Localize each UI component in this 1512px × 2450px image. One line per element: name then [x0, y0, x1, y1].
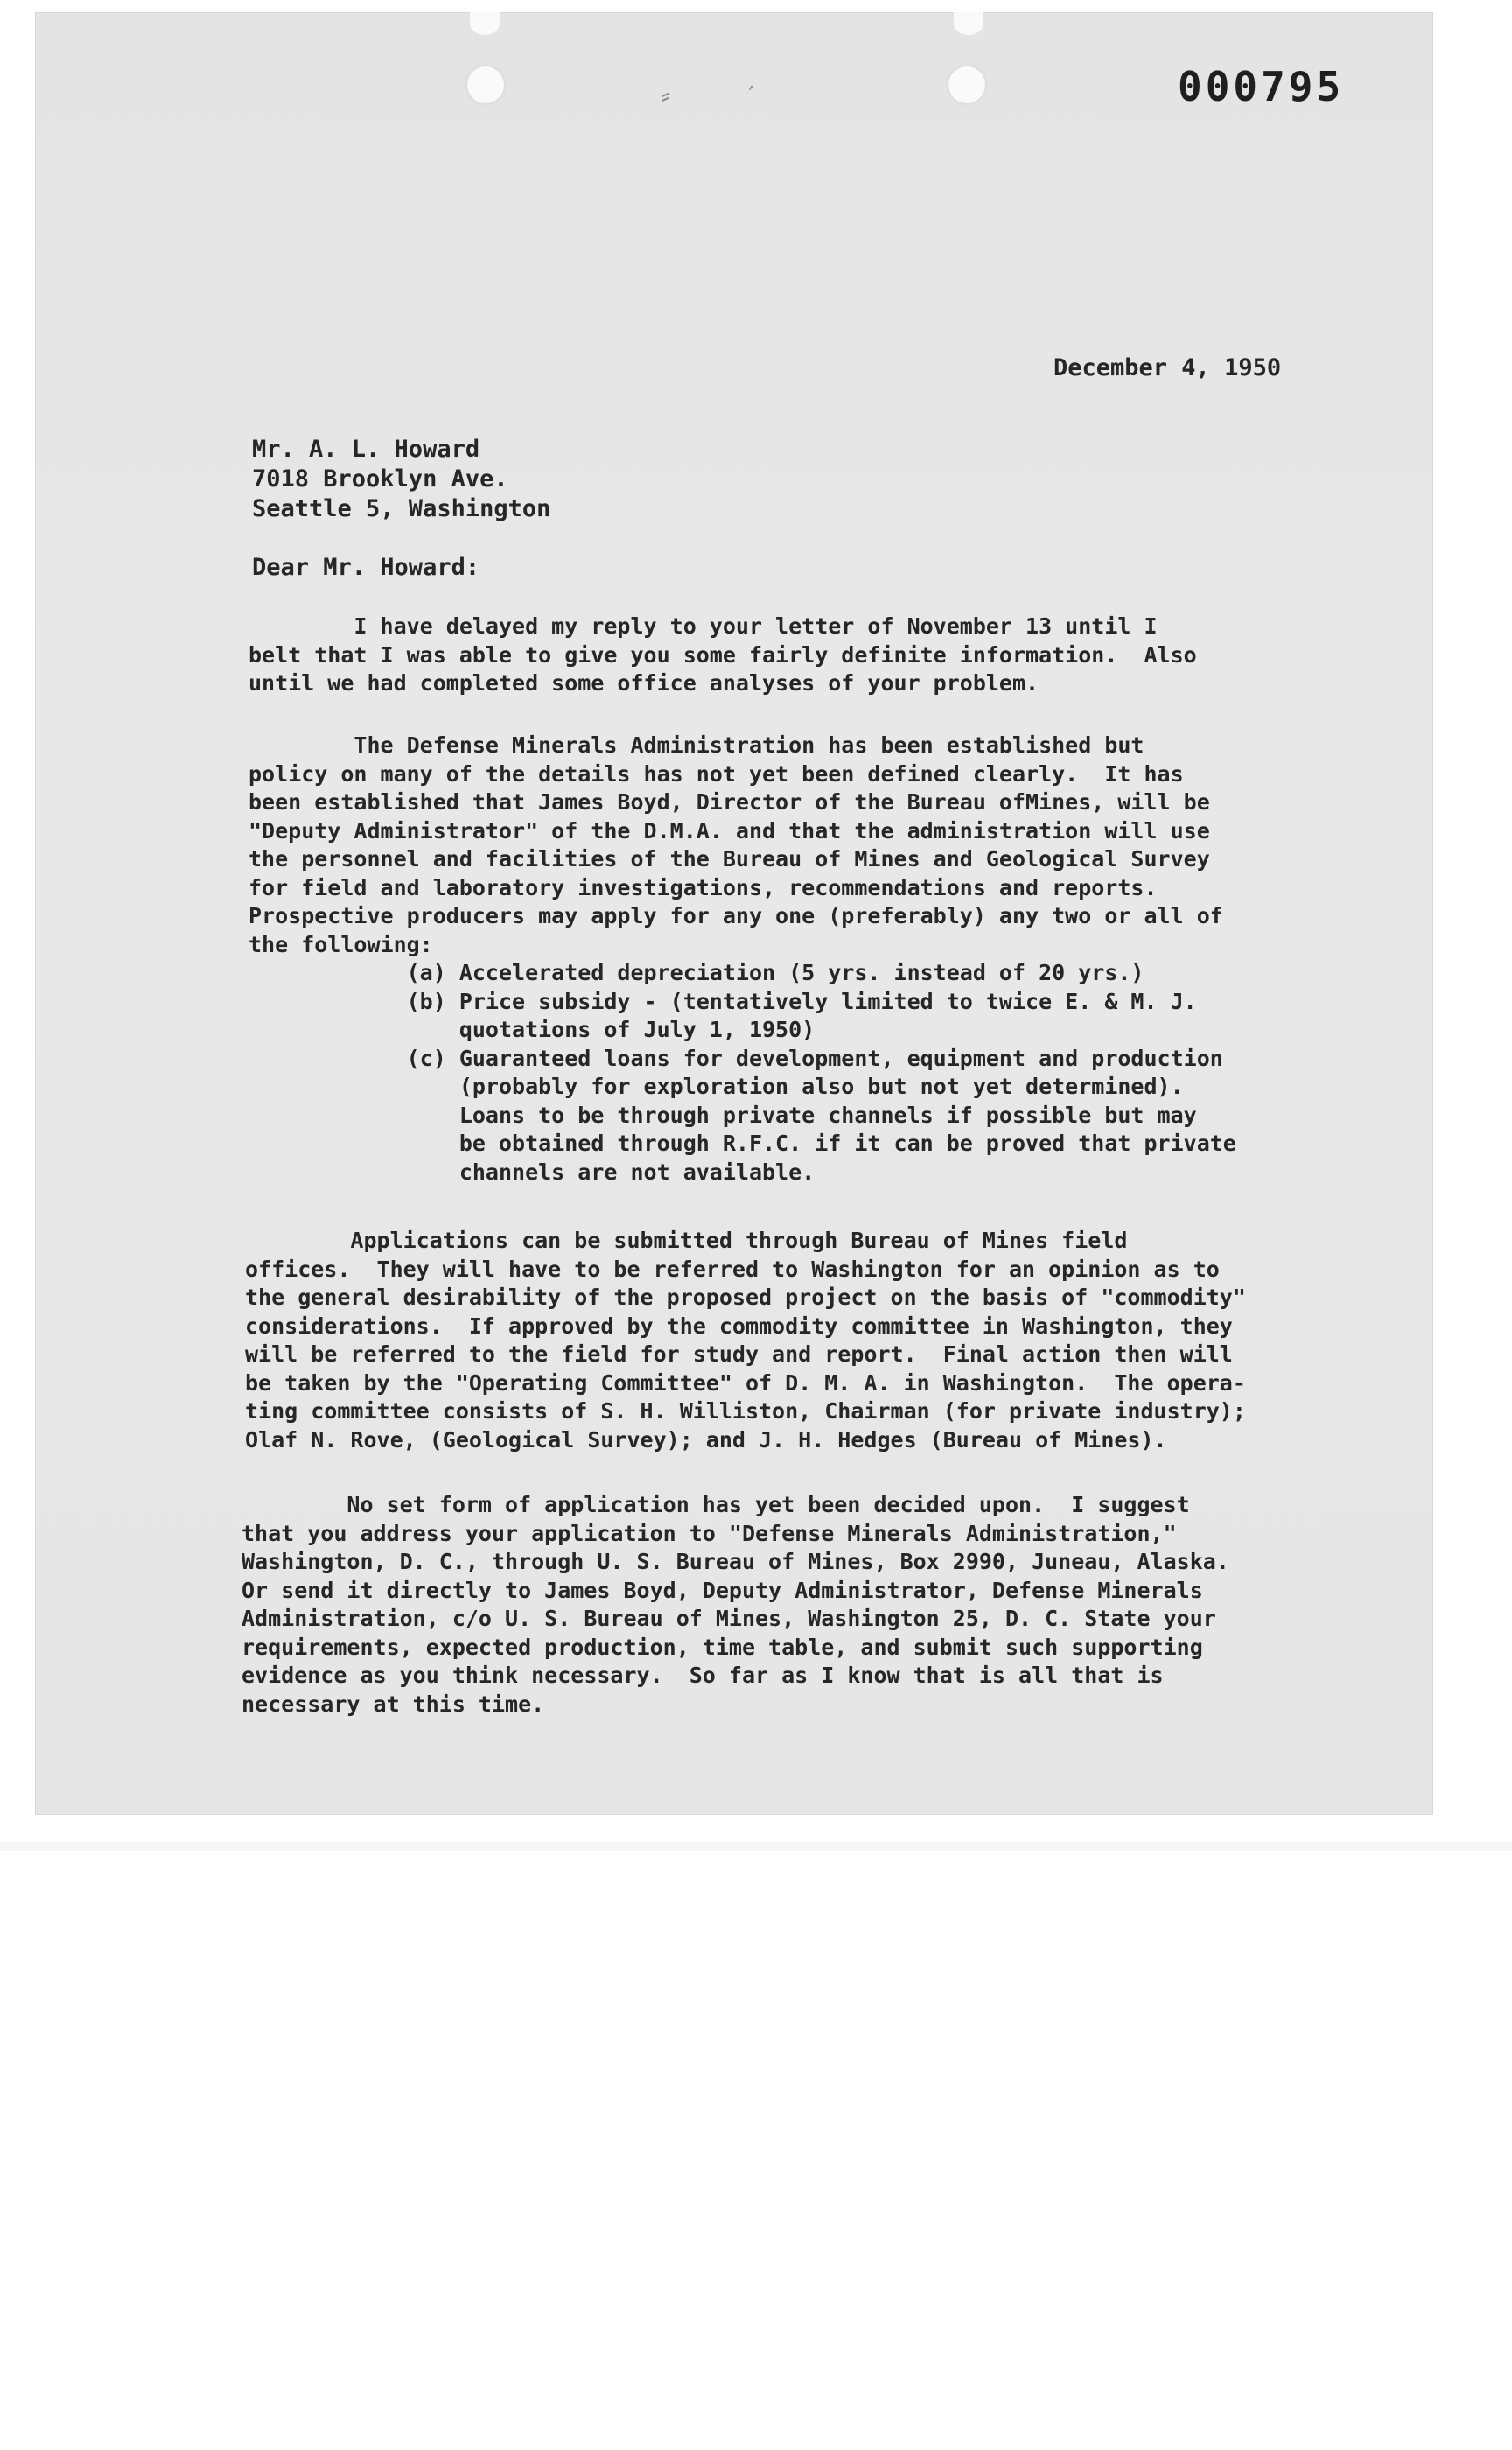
scan-smudge-mark: ⸗	[658, 80, 673, 109]
recipient-street: 7018 Brooklyn Ave.	[252, 466, 508, 493]
punch-notch-left	[470, 12, 500, 35]
scan-edge	[0, 1842, 1512, 1851]
letter-date: December 4, 1950	[1054, 354, 1282, 382]
punch-hole-left	[467, 66, 504, 103]
recipient-name: Mr. A. L. Howard	[252, 436, 480, 463]
paragraph-1: I have delayed my reply to your letter of November 13 until I belt that I was able to give you some fairly definite information. Also until we had completed some office analyses of your problem.	[248, 613, 1197, 696]
paragraph-2: The Defense Minerals Administration has been established but policy on many of the details has not yet been defined clearly. It has been established that James Boyd, Director of the Bureau ofMines, will be "Deputy Administrator" of the D.M.A. and that the administration will use the personnel and facilities of the Bureau of Mines and Geological Survey for field and laboratory investigations, recommendations and reports. Prospective producers may apply for any one (preferably) any two or all of the following: (a) Accelerated depreciation (5 yrs. instead of 20 yrs.) (b) Price subsidy - (tentatively limited to twice E. & M. J. quotations of July 1, 1950) (c) Guaranteed loans for development, equipment and production (probably for exploration also but not yet determined). Loans to be through private channels if possible but may be obtained through R.F.C. if it can be proved that private channels are not available.	[248, 732, 1236, 1185]
punch-notch-right	[954, 12, 984, 35]
document-number: 000795	[1178, 63, 1345, 110]
recipient-city: Seattle 5, Washington	[252, 495, 551, 522]
salutation: Dear Mr. Howard:	[252, 554, 480, 581]
paragraph-4: No set form of application has yet been decided upon. I suggest that you address your application to "Defense Minerals Administration," Washington, D. C., through U. S. Bureau of Mines, Box 2990, Juneau, Alaska. Or send it directly to James Boyd, Deputy Administrator, Defense Minerals Administration, c/o U. S. Bureau of Mines, Washington 25, D. C. State your requirements, expected production, time table, and submit such supporting evidence as you think necessary. So far as I know that is all that is necessary at this time.	[242, 1492, 1229, 1717]
scan-smudge-mark: ′	[744, 80, 759, 109]
punch-hole-right	[948, 66, 985, 103]
paragraph-3: Applications can be submitted through Bureau of Mines field offices. They will have to be referred to Washington for an opinion as to the general desirability of the proposed project on the basis of "commodity" considerations. If approved by the commodity committee in Washington, they will be referred to the field for study and report. Final action then will be taken by the "Operating Committee" of D. M. A. in Washington. The opera- ting committee consists of S. H. Williston, Chairman (for private industry); Olaf N. Rove, (Geological Survey); and J. H. Hedges (Bureau of Mines).	[245, 1228, 1246, 1452]
